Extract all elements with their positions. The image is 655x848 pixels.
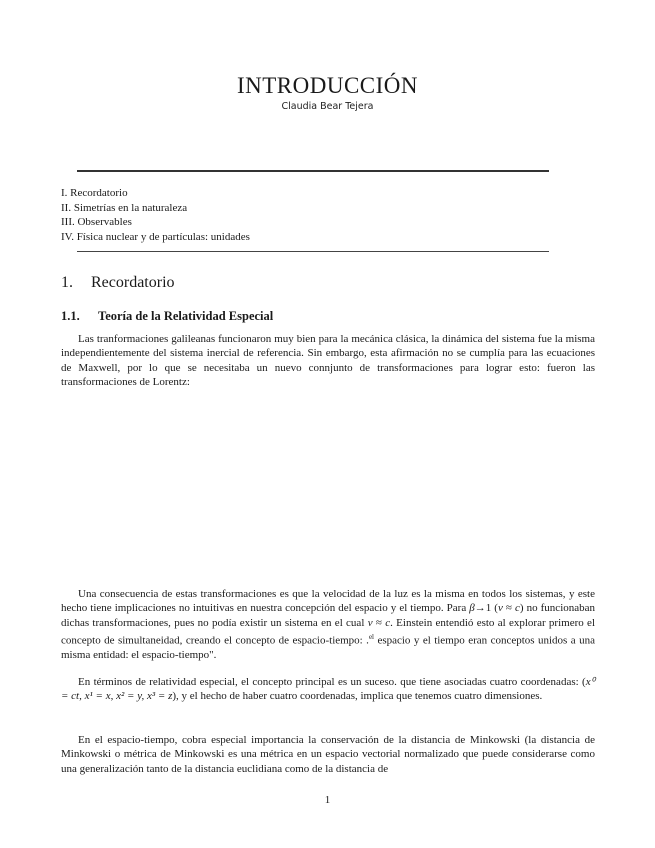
paragraph-galilean: Las tranformaciones galileanas funcionaron muy bien para la mecánica clásica, la dinámica del sistema fue la misma independientemente del sistema inercial de referencia. Sin embargo, esta afirmación no se cumplía para las ecuaciones de Maxwell, por lo que se necesitaba un nuevo connjunto de transformaciones para lograr esto: fueron las transformaciones de Lorentz:: [61, 333, 595, 389]
subsection-title: Teoría de la Relatividad Especial: [98, 309, 274, 323]
paragraph-minkowski: En el espacio-tiempo, cobra especial importancia la conservación de la distancia de Minkowski (la distancia de Minkowski o métrica de Minkowski es una métrica en un espacio vectorial normalizado que puede considerarse como una generalización tanto de la distancia euclidiana como de la distancia de: [61, 734, 595, 775]
section-title: Recordatorio: [91, 274, 175, 291]
toc-item: I. Recordatorio: [61, 187, 128, 199]
coordinates-formula: x⁰ = ct, x¹ = x, x² = y, x³ = z: [61, 676, 595, 703]
section-heading: [61, 274, 175, 292]
paragraph-coordinates: En términos de relatividad especial, el concepto principal es un suceso. que tiene asociadas cuatro coordenadas: (x⁰ = ct, x¹ = x, x² = y, x³ = z), y el hecho de haber cuatro coordenadas, implica que tenemos cuatro dimensiones.: [61, 676, 595, 703]
subsection-number: 1.1.: [61, 309, 80, 323]
toc-top-rule: [77, 170, 549, 172]
toc-item: III. Observables: [61, 216, 132, 228]
toc-bottom-rule: [77, 251, 549, 252]
toc-item: IV. Física nuclear y de partículas: unidades: [61, 230, 250, 243]
document-title: INTRODUCCIÓN: [236, 73, 419, 98]
toc-item: II. Simetrías en la naturaleza: [61, 201, 188, 214]
paragraph-speed-of-light: Una consecuencia de estas transformaciones es que la velocidad de la luz es la misma en todos los sistemas, y este hecho tiene implicaciones no intuitivas en nuestra concepción del espacio y el tiempo. Para β→1 (v ≈ c) no funcionaban dichas transformaciones, pues no podía existir un sistema en el cual v ≈ c. Einstein entendió esto al explorar primero el concepto de simultaneidad, creando el concepto de espacio-tiempo: .$^{el}$ espacio y el tiempo eran conceptos unidos a una misma entidad: el espacio-tiempo".: [61, 588, 596, 662]
page-number: 1: [324, 794, 331, 806]
subsection-heading: [61, 309, 273, 324]
document-author: Claudia Bear Tejera: [281, 101, 374, 112]
table-of-contents: [61, 186, 250, 244]
section-number: 1.: [61, 274, 73, 291]
